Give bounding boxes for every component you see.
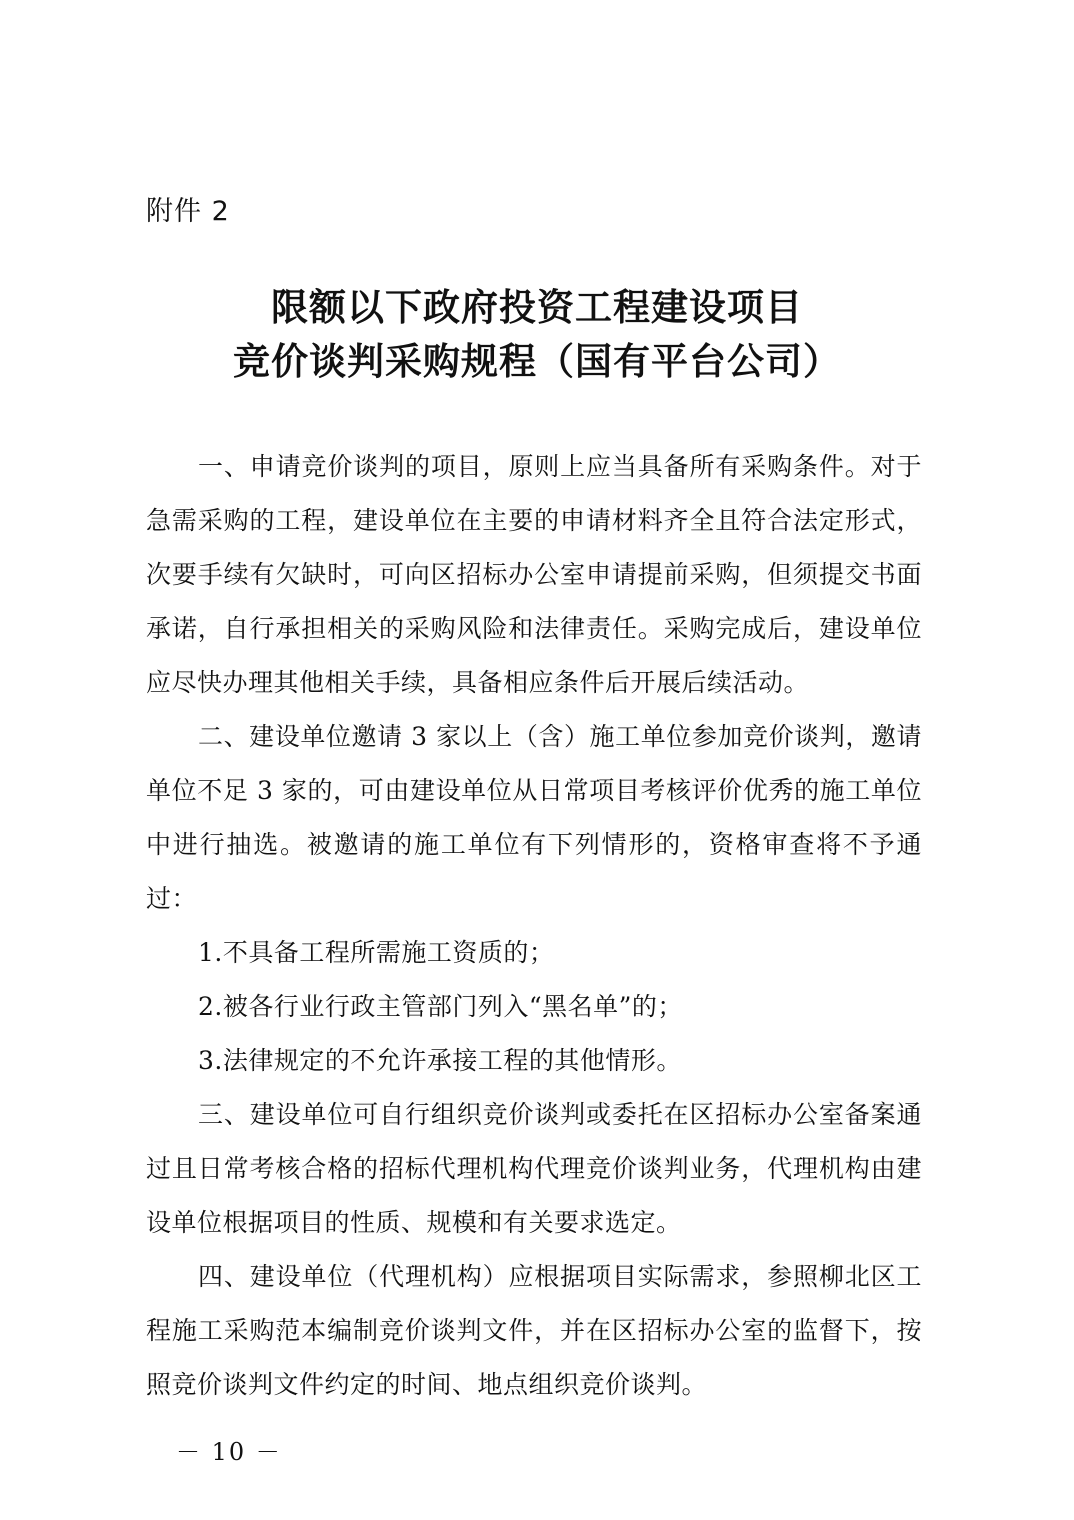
document-title-line-2: 竞价谈判采购规程（国有平台公司） (233, 340, 841, 383)
paragraph-4: 四、建设单位（代理机构）应根据项目实际需求，参照柳北区工程施工采购范本编制竞价谈判文件，并在区招标办公室的监督下，按照竞价谈判文件约定的时间、地点组织竞价谈判。 (146, 1262, 922, 1399)
document-body (146, 440, 922, 1412)
paragraph-2: 二、建设单位邀请 3 家以上（含）施工单位参加竞价谈判，邀请单位不足 3 家的，可由建设单位从日常项目考核评价优秀的施工单位中进行抽选。被邀请的施工单位有下列情形的，资格审查将不予通过： (146, 722, 922, 913)
paragraph-3: 三、建设单位可自行组织竞价谈判或委托在区招标办公室备案通过且日常考核合格的招标代理机构代理竞价谈判业务，代理机构由建设单位根据项目的性质、规模和有关要求选定。 (146, 1100, 922, 1237)
list-item-2: 2.被各行业行政主管部门列入“黑名单”的； (198, 992, 683, 1021)
list-item-1: 1.不具备工程所需施工资质的； (198, 938, 555, 967)
attachment-label: 附件 2 (146, 196, 230, 227)
paragraph-1: 一、申请竞价谈判的项目，原则上应当具备所有采购条件。对于急需采购的工程，建设单位在主要的申请材料齐全且符合法定形式，次要手续有欠缺时，可向区招标办公室申请提前采购，但须提交书面承诺，自行承担相关的采购风险和法律责任。采购完成后，建设单位应尽快办理其他相关手续，具备相应条件后开展后续活动。 (146, 452, 922, 697)
list-item-3: 3.法律规定的不允许承接工程的其他情形。 (198, 1046, 682, 1075)
document-title-line-1: 限额以下政府投资工程建设项目 (271, 286, 803, 329)
page-number: － 10 － (176, 1438, 282, 1466)
